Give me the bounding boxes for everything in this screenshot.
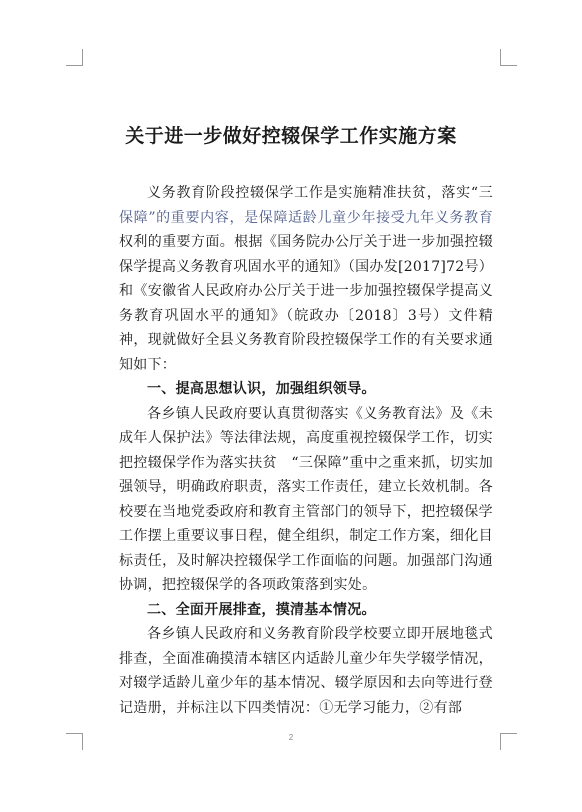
intro-text-part1: 义务教育阶段控辍保学工作是实施精准扶贫，落实“三: [147, 185, 493, 201]
intro-paragraph: [119, 181, 493, 377]
document-title: 关于进一步做好控辍保学工作实施方案: [125, 125, 457, 147]
section-2-heading: 二、全面开展排查，摸清基本情况。: [147, 601, 376, 618]
intro-highlight-text: 保障”的重要内容，是保障适龄儿童少年接受九年义务教育: [119, 209, 493, 226]
crop-mark-top-left: [66, 49, 83, 66]
section-2-paragraph: 各乡镇人民政府和义务教育阶段学校要立即开展地毯式排查，全面准确摸清本辖区内适龄儿童少年失学辍学情况，对辍学适龄儿童少年的基本情况、辍学原因和去向等进行登记造册，并标注以下四类情况：①无学习能力，②有部: [119, 626, 493, 716]
section-1-heading: 一、提高思想认识，加强组织领导。: [147, 381, 376, 397]
section-1-paragraph: 各乡镇人民政府要认真贯彻落实《义务教育法》及《未成年人保护法》等法律法规，高度重视控辍保学工作，切实把控辍保学作为落实扶贫 “三保障”重中之重来抓，切实加强领导，明确政府职责，落实工作责任，建立长效机制。各校要在当地党委政府和教育主管部门的领导下，把控辍保学工作摆上重要议事日程，健全组织，制定工作方案，细化目标责任，及时解决控辍保学工作面临的问题。加强部门沟通协调，把控辍保学的各项政策落到实处。: [119, 405, 493, 593]
intro-text-part2: 权利的重要方面。根据《国务院办公厅关于进一步加强控辍保学提高义务教育巩固水平的通知》（国办发[2017]72号）和《安徽省人民政府办公厅关于进一步加强控辍保学提高义务教育巩固水平的通知》（皖政办〔2018〕3号）文件精神，现就做好全县义务教育阶段控辍保学工作的有关要求通知如下：: [119, 234, 493, 373]
page-number: 2: [288, 733, 294, 742]
document-body: [119, 181, 493, 720]
crop-mark-top-right: [500, 49, 517, 66]
